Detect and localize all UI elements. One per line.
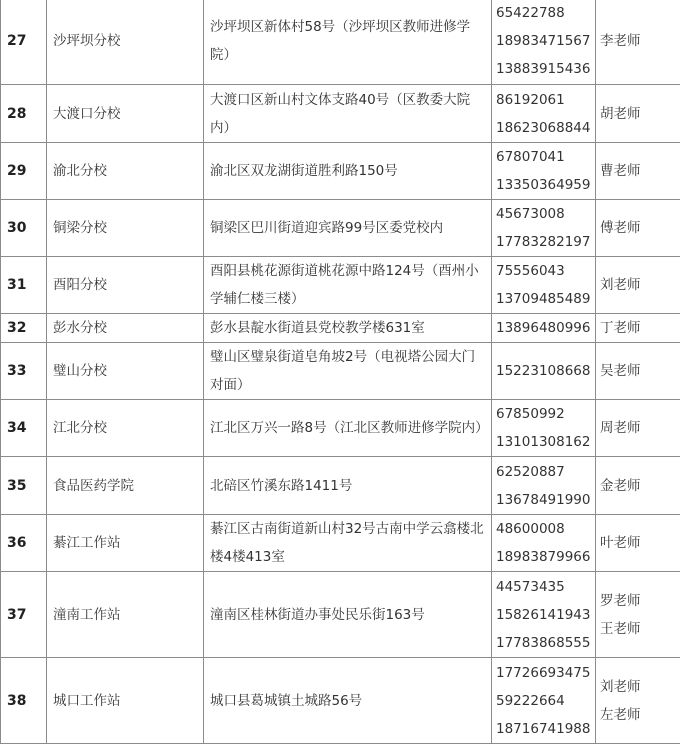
phone-number: 67807041 xyxy=(496,149,565,165)
contact-persons xyxy=(596,0,680,85)
phone-number: 44573435 xyxy=(496,578,565,595)
phone-numbers xyxy=(492,85,596,143)
row-number: 36 xyxy=(1,515,47,572)
phone-number: 15826141943 xyxy=(496,606,591,623)
branch-address: 潼南区桂林街道办事处民乐街163号 xyxy=(204,572,492,658)
contact-persons xyxy=(596,143,680,200)
phone-number: 17783282197 xyxy=(496,234,591,250)
phone-number: 17726693475 xyxy=(496,664,591,681)
branch-address: 大渡口区新山村文体支路40号（区教委大院内） xyxy=(204,85,492,143)
branch-address: 铜梁区巴川街道迎宾路99号区委党校内 xyxy=(204,200,492,257)
branch-name: 酉阳分校 xyxy=(47,257,204,314)
table-row xyxy=(1,515,680,572)
branch-address: 沙坪坝区新体村58号（沙坪坝区教师进修学院） xyxy=(204,0,492,85)
phone-numbers xyxy=(492,457,596,515)
phone-number: 75556043 xyxy=(496,263,565,279)
contact-person: 刘老师 xyxy=(600,678,641,695)
phone-number: 67850992 xyxy=(496,406,565,422)
contact-persons xyxy=(596,400,680,457)
phone-numbers xyxy=(492,143,596,200)
contact-person: 胡老师 xyxy=(600,105,641,122)
contact-persons xyxy=(596,572,680,658)
contact-person: 丁老师 xyxy=(600,320,641,336)
table-row xyxy=(1,200,680,257)
phone-number: 15223108668 xyxy=(496,363,591,379)
branch-address: 城口县葛城镇土城路56号 xyxy=(204,658,492,744)
row-number: 38 xyxy=(1,658,47,744)
contact-person: 曹老师 xyxy=(600,163,641,179)
phone-number: 48600008 xyxy=(496,521,565,537)
branch-name: 食品医药学院 xyxy=(47,457,204,515)
phone-number: 18623068844 xyxy=(496,119,591,136)
table-body xyxy=(1,0,680,744)
table-row xyxy=(1,143,680,200)
row-number: 30 xyxy=(1,200,47,257)
branch-name: 彭水分校 xyxy=(47,314,204,343)
branch-name: 铜梁分校 xyxy=(47,200,204,257)
contact-persons xyxy=(596,515,680,572)
contact-person: 吴老师 xyxy=(600,363,641,379)
phone-number: 59222664 xyxy=(496,692,565,709)
branch-address: 江北区万兴一路8号（江北区教师进修学院内） xyxy=(204,400,492,457)
branch-name: 大渡口分校 xyxy=(47,85,204,143)
phone-numbers xyxy=(492,658,596,744)
contact-persons xyxy=(596,457,680,515)
phone-numbers xyxy=(492,200,596,257)
contact-persons xyxy=(596,343,680,400)
row-number: 37 xyxy=(1,572,47,658)
contact-person: 李老师 xyxy=(600,33,641,49)
row-number: 31 xyxy=(1,257,47,314)
phone-number: 65422788 xyxy=(496,5,565,21)
phone-numbers xyxy=(492,0,596,85)
phone-number: 18716741988 xyxy=(496,720,591,737)
branch-address: 璧山区璧泉街道皂角坡2号（电视塔公园大门对面） xyxy=(204,343,492,400)
phone-number: 13709485489 xyxy=(496,291,591,307)
contact-person: 金老师 xyxy=(600,477,641,494)
phone-number: 13678491990 xyxy=(496,491,591,508)
contact-person: 周老师 xyxy=(600,420,641,436)
contact-person: 傅老师 xyxy=(600,220,641,236)
table-row xyxy=(1,400,680,457)
phone-number: 13350364959 xyxy=(496,177,591,193)
table-row xyxy=(1,457,680,515)
phone-numbers xyxy=(492,343,596,400)
contact-persons xyxy=(596,658,680,744)
branch-address: 北碚区竹溪东路1411号 xyxy=(204,457,492,515)
branch-address: 彭水县靛水街道县党校教学楼631室 xyxy=(204,314,492,343)
phone-numbers xyxy=(492,257,596,314)
table-row xyxy=(1,85,680,143)
contact-person: 叶老师 xyxy=(600,535,641,551)
table-row xyxy=(1,0,680,85)
phone-number: 13883915436 xyxy=(496,61,591,77)
row-number: 33 xyxy=(1,343,47,400)
branch-address: 酉阳县桃花源街道桃花源中路124号（酉州小学辅仁楼三楼） xyxy=(204,257,492,314)
table-row xyxy=(1,658,680,744)
contact-persons xyxy=(596,257,680,314)
phone-number: 17783868555 xyxy=(496,634,591,651)
branch-address: 渝北区双龙湖街道胜利路150号 xyxy=(204,143,492,200)
row-number: 34 xyxy=(1,400,47,457)
branch-name: 沙坪坝分校 xyxy=(47,0,204,85)
contact-person: 刘老师 xyxy=(600,277,641,293)
table-row xyxy=(1,257,680,314)
contact-persons xyxy=(596,85,680,143)
phone-number: 13896480996 xyxy=(496,320,591,336)
branch-name: 璧山分校 xyxy=(47,343,204,400)
phone-numbers xyxy=(492,572,596,658)
table-row xyxy=(1,343,680,400)
branch-name: 潼南工作站 xyxy=(47,572,204,658)
phone-numbers xyxy=(492,515,596,572)
phone-numbers xyxy=(492,400,596,457)
branch-name: 江北分校 xyxy=(47,400,204,457)
table-row xyxy=(1,572,680,658)
phone-number: 45673008 xyxy=(496,206,565,222)
branch-name: 渝北分校 xyxy=(47,143,204,200)
table-row xyxy=(1,314,680,343)
phone-number: 18983471567 xyxy=(496,33,591,49)
branch-address: 綦江区古南街道新山村32号古南中学云翕楼北楼4楼413室 xyxy=(204,515,492,572)
row-number: 35 xyxy=(1,457,47,515)
branch-name: 城口工作站 xyxy=(47,658,204,744)
phone-number: 62520887 xyxy=(496,463,565,480)
branch-name: 綦江工作站 xyxy=(47,515,204,572)
row-number: 27 xyxy=(1,0,47,85)
phone-number: 13101308162 xyxy=(496,434,591,450)
row-number: 29 xyxy=(1,143,47,200)
phone-numbers xyxy=(492,314,596,343)
contact-person: 王老师 xyxy=(600,620,641,637)
contact-person: 左老师 xyxy=(600,706,641,723)
contact-persons xyxy=(596,314,680,343)
phone-number: 18983879966 xyxy=(496,549,591,565)
contact-persons xyxy=(596,200,680,257)
phone-number: 86192061 xyxy=(496,91,565,108)
contact-person: 罗老师 xyxy=(600,592,641,609)
row-number: 28 xyxy=(1,85,47,143)
row-number: 32 xyxy=(1,314,47,343)
